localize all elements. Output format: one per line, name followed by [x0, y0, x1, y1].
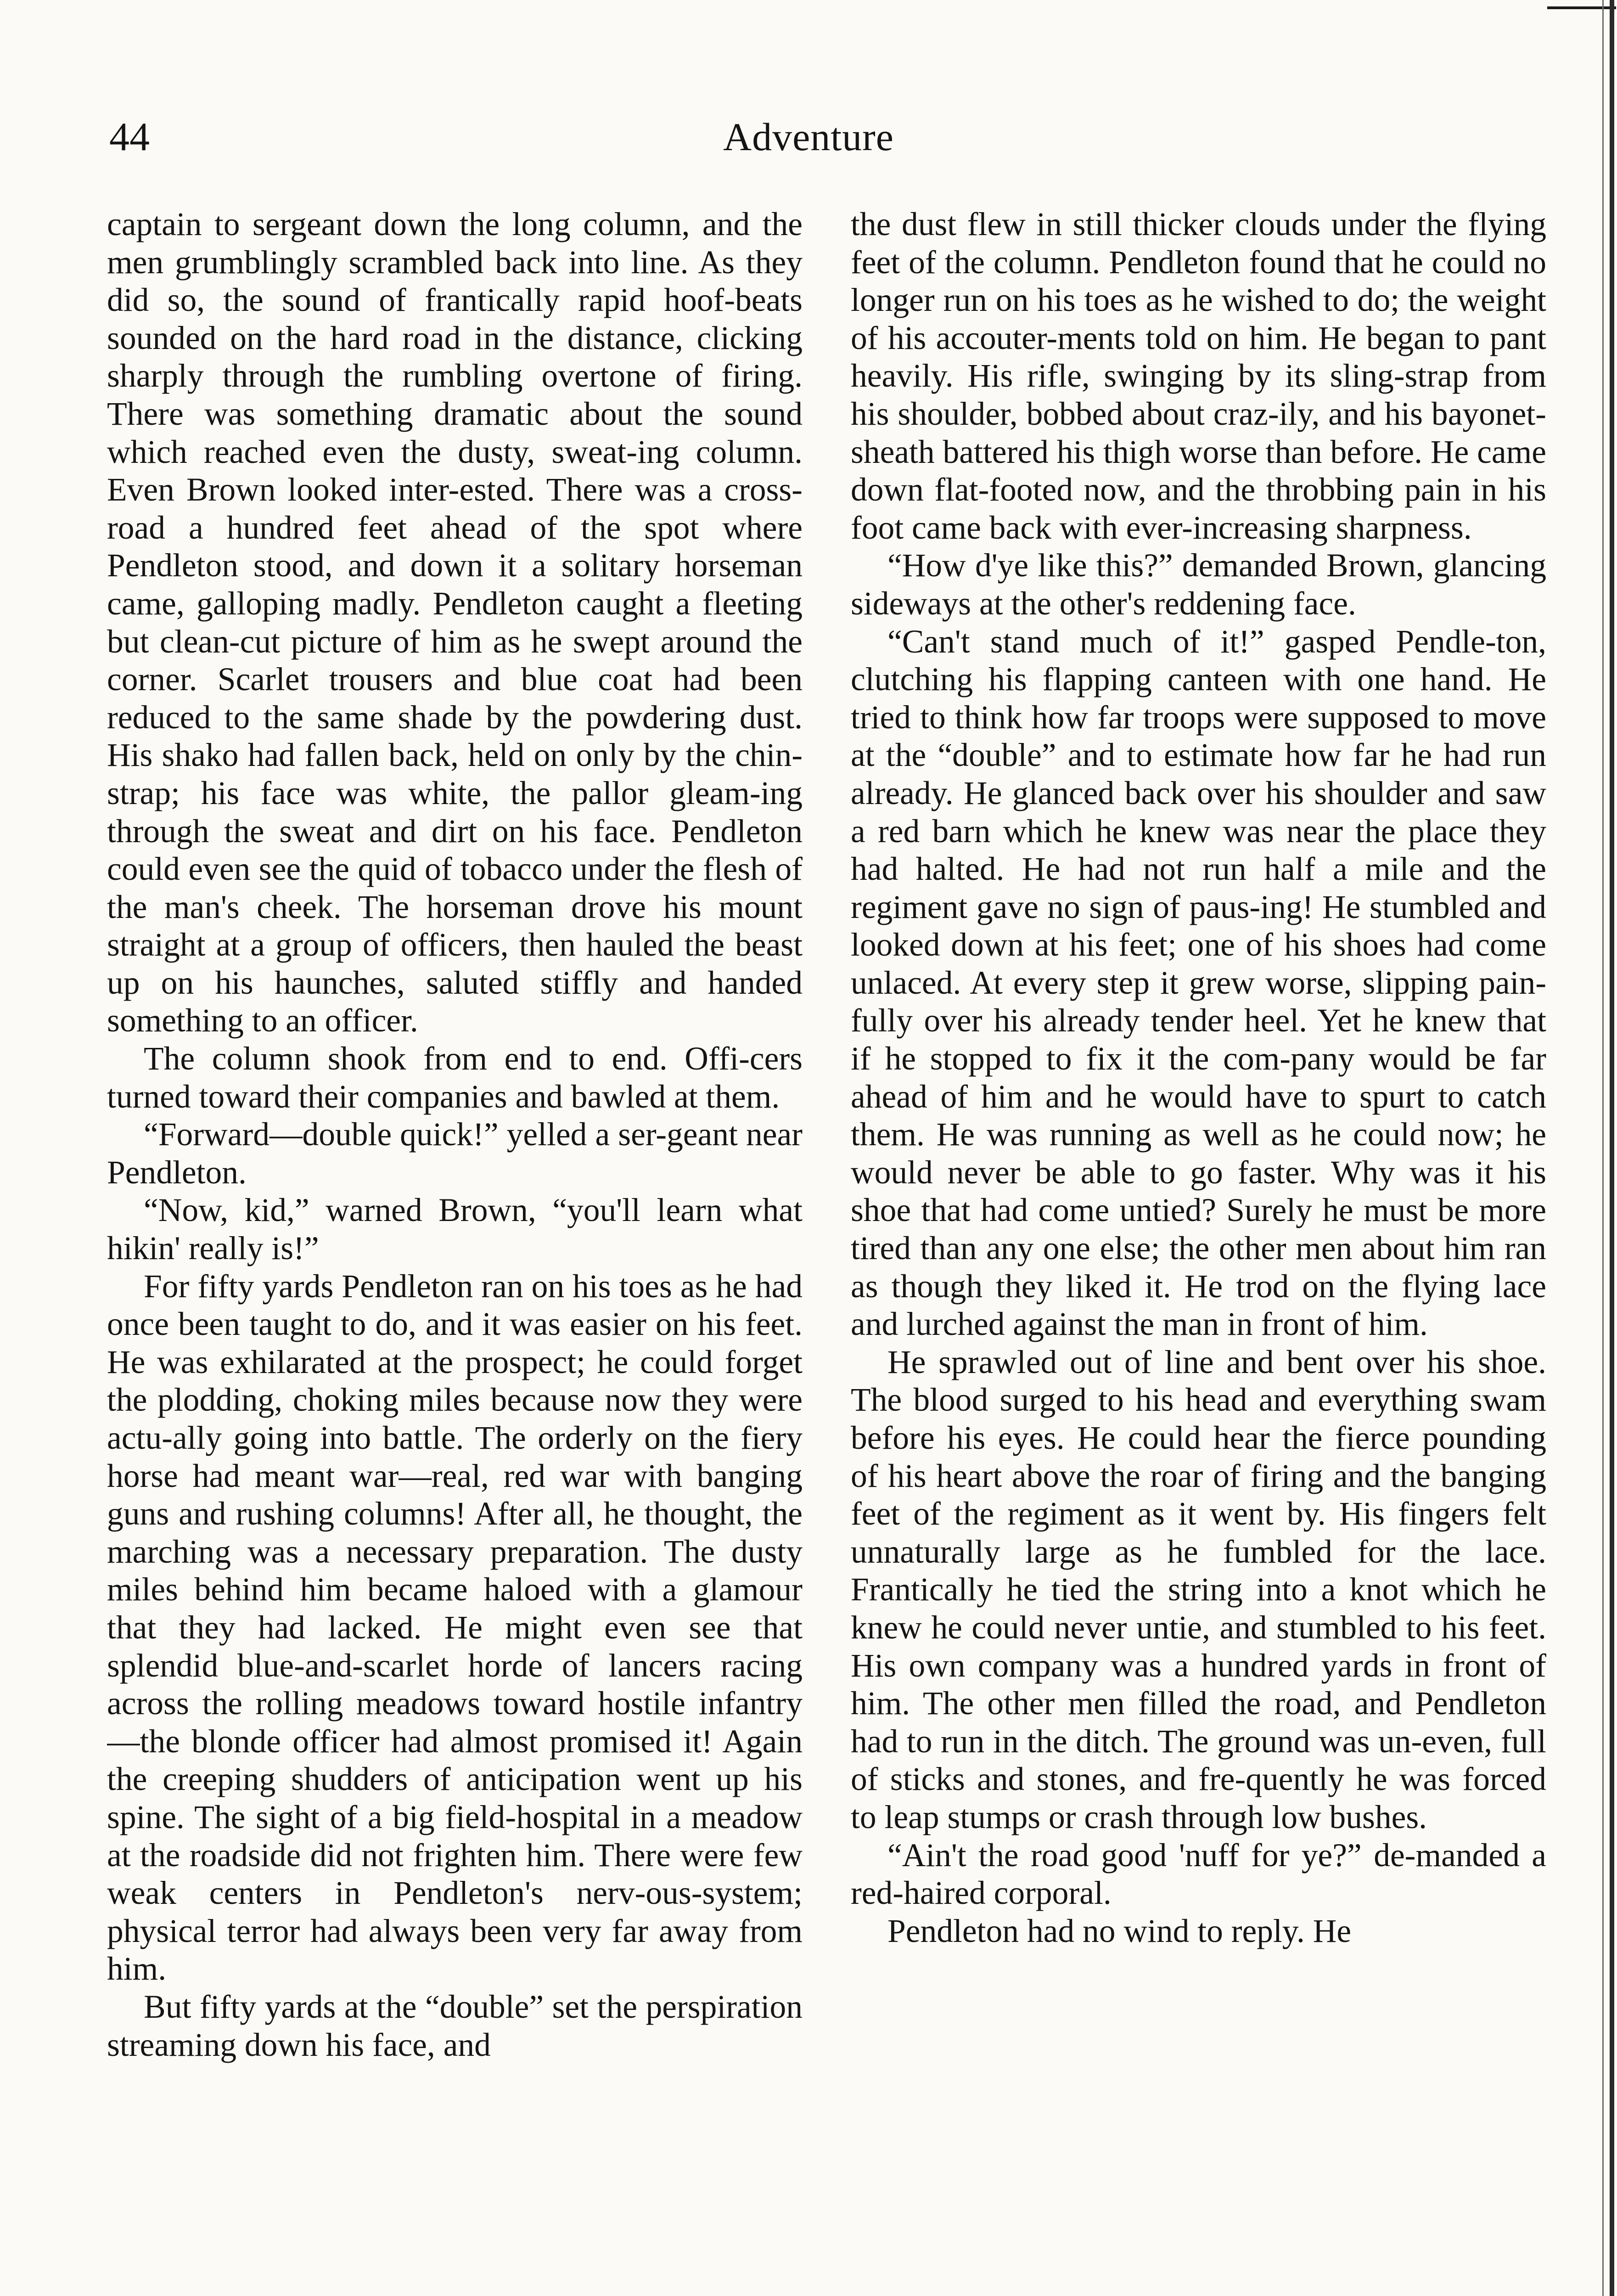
paragraph: “Can't stand much of it!” gasped Pendle-ton, clutching his flapping canteen with one hand. He tried to think how far troops were supposed to move at the “double” and to estimate how far he had run already. He glanced back over his shoulder and saw a red barn which he knew was near the place they had halted. He had not run half a mile and the regiment gave no sign of paus-ing! He stumbled and looked down at his feet; one of his shoes had come unlaced. At every step it grew worse, slipping pain-fully over his already tender heel. Yet he knew that if he stopped to fix it the com-pany would be far ahead of him and he would have to spurt to catch them. He was running as well as he could now; he would never be able to go faster. Why was it his shoe that had come untied? Surely he must be more tired than any one else; the other men about him ran as though they liked it. He trod on the flying lace and lurched against the man in front of him.	[851, 623, 1546, 1343]
paragraph: For fifty yards Pendleton ran on his toes as he had once been taught to do, and it was easier on his feet. He was exhilarated at the prospect; he could forget the plodding, choking miles because now they were actu-ally going into battle. The orderly on the fiery horse had meant war—real, red war with banging guns and rushing columns! After all, he thought, the marching was a necessary preparation. The dusty miles behind him became haloed with a glamour that they had lacked. He might even see that splendid blue-and-scarlet horde of lancers racing across the rolling meadows toward hostile infantry—the blonde officer had almost promised it! Again the creeping shudders of anticipation went up his spine. The sight of a big field-hospital in a meadow at the roadside did not frighten him. There were few weak centers in Pendleton's nerv-ous-system; physical terror had always been very far away from him.	[107, 1268, 803, 1987]
paragraph: Pendleton had no wind to reply. He	[887, 1913, 1352, 1949]
left-column	[107, 206, 803, 2296]
paragraph: “Now, kid,” warned Brown, “you'll learn what hikin' really is!”	[107, 1192, 803, 1267]
page-edge-rule-right	[1610, 0, 1614, 2296]
paragraph: the dust flew in still thicker clouds under the flying feet of the column. Pendleton found that he could no longer run on his toes as he wished to do; the weight of his accouter-ments told on him. He began to pant heavily. His rifle, swinging by its sling-strap from his shoulder, bobbed about craz-ily, and his bayonet-sheath battered his thigh worse than before. He came down flat-footed now, and the throbbing pain in his foot came back with ever-increasing sharpness.	[851, 206, 1546, 546]
page-edge-rule-top	[1547, 6, 1616, 9]
paragraph: “Forward—double quick!” yelled a ser-geant near Pendleton.	[107, 1116, 803, 1191]
paragraph: “Ain't the road good 'nuff for ye?” de-manded a red-haired corporal.	[851, 1837, 1546, 1912]
page-number: 44	[109, 115, 150, 159]
running-title: Adventure	[723, 115, 894, 159]
paragraph: captain to sergeant down the long column, and the men grumblingly scrambled back into line. As they did so, the sound of frantically rapid hoof-beats sounded on the hard road in the distance, clicking sharply through the rumbling overtone of firing. There was something dramatic about the sound which reached even the dusty, sweat-ing column. Even Brown looked inter-ested. There was a cross-road a hundred feet ahead of the spot where Pendleton stood, and down it a solitary horseman came, galloping madly. Pendleton caught a fleeting but clean-cut picture of him as he swept around the corner. Scarlet trousers and blue coat had been reduced to the same shade by the powdering dust. His shako had fallen back, held on only by the chin-strap; his face was white, the pallor gleam-ing through the sweat and dirt on his face. Pendleton could even see the quid of tobacco under the flesh of the man's cheek. The horseman drove his mount straight at a group of officers, then hauled the beast up on his haunches, saluted stiffly and handed something to an officer.	[107, 206, 803, 1039]
paragraph: He sprawled out of line and bent over his shoe. The blood surged to his head and everything swam before his eyes. He could hear the fierce pounding of his heart above the roar of firing and the banging feet of the regiment as it went by. His fingers felt unnaturally large as he fumbled for the lace. Frantically he tied the string into a knot which he knew he could never untie, and stumbled to his feet. His own company was a hundred yards in front of him. The other men filled the road, and Pendleton had to run in the ditch. The ground was un-even, full of sticks and stones, and fre-quently he was forced to leap stumps or crash through low bushes.	[851, 1344, 1546, 1835]
right-column	[851, 206, 1546, 2296]
paragraph: “How d'ye like this?” demanded Brown, glancing sideways at the other's reddening face.	[851, 547, 1546, 622]
paragraph: The column shook from end to end. Offi-cers turned toward their companies and bawled at them.	[107, 1041, 803, 1115]
page-edge-rule-inner	[1602, 0, 1604, 2296]
paragraph: But fifty yards at the “double” set the perspiration streaming down his face, and	[107, 1988, 803, 2063]
